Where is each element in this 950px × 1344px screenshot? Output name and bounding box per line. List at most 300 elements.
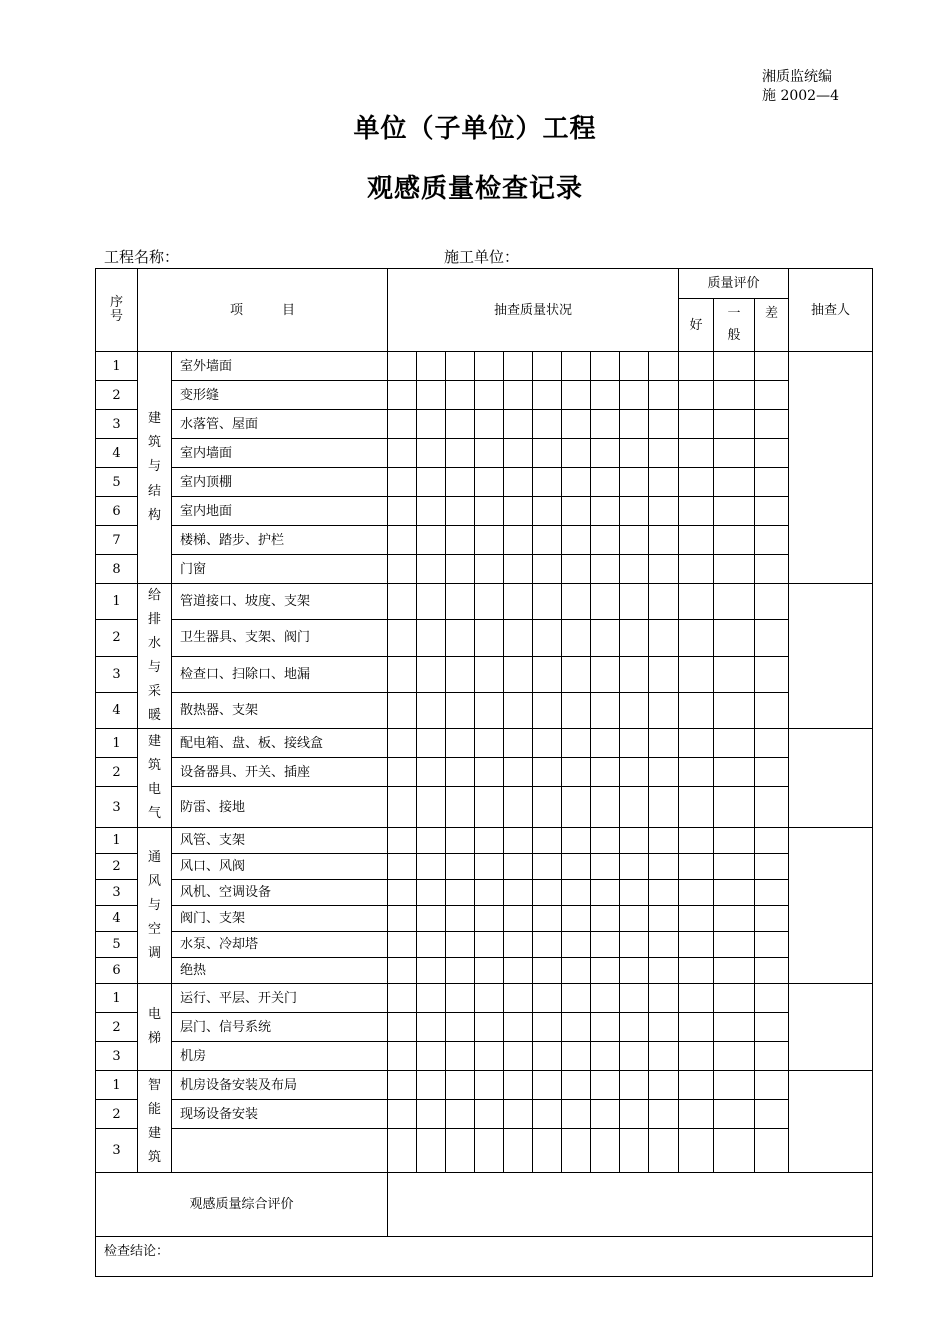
rating-poor-cell[interactable]	[755, 692, 789, 728]
status-check-cell[interactable]	[562, 1071, 591, 1100]
rating-poor-cell[interactable]	[755, 984, 789, 1013]
status-check-cell[interactable]	[475, 880, 504, 906]
status-check-cell[interactable]	[504, 381, 533, 410]
inspector-cell[interactable]	[789, 1071, 873, 1173]
status-check-cell[interactable]	[446, 880, 475, 906]
status-check-cell[interactable]	[446, 932, 475, 958]
status-check-cell[interactable]	[562, 497, 591, 526]
rating-poor-cell[interactable]	[755, 526, 789, 555]
status-check-cell[interactable]	[562, 906, 591, 932]
status-check-cell[interactable]	[649, 984, 679, 1013]
status-check-cell[interactable]	[649, 620, 679, 656]
rating-average-cell[interactable]	[714, 620, 755, 656]
status-check-cell[interactable]	[591, 620, 620, 656]
rating-poor-cell[interactable]	[755, 1013, 789, 1042]
status-check-cell[interactable]	[562, 758, 591, 787]
status-check-cell[interactable]	[591, 439, 620, 468]
status-check-cell[interactable]	[417, 1042, 446, 1071]
rating-average-cell[interactable]	[714, 984, 755, 1013]
status-check-cell[interactable]	[562, 828, 591, 854]
status-check-cell[interactable]	[417, 1013, 446, 1042]
status-check-cell[interactable]	[388, 1129, 417, 1173]
status-check-cell[interactable]	[649, 1042, 679, 1071]
rating-good-cell[interactable]	[679, 381, 714, 410]
status-check-cell[interactable]	[475, 555, 504, 584]
status-check-cell[interactable]	[504, 1129, 533, 1173]
status-check-cell[interactable]	[620, 381, 649, 410]
status-check-cell[interactable]	[620, 828, 649, 854]
status-check-cell[interactable]	[591, 758, 620, 787]
status-check-cell[interactable]	[562, 410, 591, 439]
rating-average-cell[interactable]	[714, 468, 755, 497]
status-check-cell[interactable]	[562, 584, 591, 620]
status-check-cell[interactable]	[504, 958, 533, 984]
status-check-cell[interactable]	[591, 497, 620, 526]
status-check-cell[interactable]	[649, 880, 679, 906]
status-check-cell[interactable]	[475, 729, 504, 758]
status-check-cell[interactable]	[446, 958, 475, 984]
rating-average-cell[interactable]	[714, 381, 755, 410]
status-check-cell[interactable]	[446, 729, 475, 758]
status-check-cell[interactable]	[388, 439, 417, 468]
rating-average-cell[interactable]	[714, 1013, 755, 1042]
status-check-cell[interactable]	[388, 906, 417, 932]
status-check-cell[interactable]	[417, 880, 446, 906]
status-check-cell[interactable]	[649, 1013, 679, 1042]
status-check-cell[interactable]	[504, 828, 533, 854]
status-check-cell[interactable]	[533, 1071, 562, 1100]
rating-average-cell[interactable]	[714, 352, 755, 381]
rating-good-cell[interactable]	[679, 497, 714, 526]
status-check-cell[interactable]	[620, 439, 649, 468]
status-check-cell[interactable]	[591, 787, 620, 828]
rating-average-cell[interactable]	[714, 526, 755, 555]
status-check-cell[interactable]	[475, 620, 504, 656]
status-check-cell[interactable]	[475, 584, 504, 620]
rating-poor-cell[interactable]	[755, 620, 789, 656]
rating-poor-cell[interactable]	[755, 729, 789, 758]
rating-poor-cell[interactable]	[755, 497, 789, 526]
status-check-cell[interactable]	[533, 526, 562, 555]
rating-good-cell[interactable]	[679, 692, 714, 728]
status-check-cell[interactable]	[388, 497, 417, 526]
status-check-cell[interactable]	[446, 381, 475, 410]
status-check-cell[interactable]	[649, 692, 679, 728]
rating-good-cell[interactable]	[679, 758, 714, 787]
status-check-cell[interactable]	[504, 984, 533, 1013]
status-check-cell[interactable]	[504, 758, 533, 787]
status-check-cell[interactable]	[620, 656, 649, 692]
rating-good-cell[interactable]	[679, 352, 714, 381]
summary-value-cell[interactable]	[388, 1173, 873, 1237]
status-check-cell[interactable]	[475, 439, 504, 468]
rating-poor-cell[interactable]	[755, 880, 789, 906]
status-check-cell[interactable]	[388, 692, 417, 728]
status-check-cell[interactable]	[504, 526, 533, 555]
status-check-cell[interactable]	[446, 1129, 475, 1173]
rating-average-cell[interactable]	[714, 1100, 755, 1129]
inspector-cell[interactable]	[789, 352, 873, 584]
rating-good-cell[interactable]	[679, 828, 714, 854]
status-check-cell[interactable]	[475, 787, 504, 828]
status-check-cell[interactable]	[388, 787, 417, 828]
status-check-cell[interactable]	[591, 854, 620, 880]
rating-poor-cell[interactable]	[755, 439, 789, 468]
status-check-cell[interactable]	[620, 555, 649, 584]
status-check-cell[interactable]	[446, 828, 475, 854]
rating-poor-cell[interactable]	[755, 906, 789, 932]
status-check-cell[interactable]	[649, 584, 679, 620]
rating-average-cell[interactable]	[714, 958, 755, 984]
status-check-cell[interactable]	[446, 984, 475, 1013]
status-check-cell[interactable]	[475, 656, 504, 692]
status-check-cell[interactable]	[620, 729, 649, 758]
status-check-cell[interactable]	[475, 1100, 504, 1129]
rating-good-cell[interactable]	[679, 1129, 714, 1173]
status-check-cell[interactable]	[475, 1042, 504, 1071]
rating-average-cell[interactable]	[714, 854, 755, 880]
status-check-cell[interactable]	[388, 526, 417, 555]
status-check-cell[interactable]	[504, 692, 533, 728]
status-check-cell[interactable]	[591, 352, 620, 381]
status-check-cell[interactable]	[620, 984, 649, 1013]
status-check-cell[interactable]	[562, 787, 591, 828]
status-check-cell[interactable]	[417, 656, 446, 692]
rating-average-cell[interactable]	[714, 880, 755, 906]
status-check-cell[interactable]	[446, 497, 475, 526]
status-check-cell[interactable]	[620, 1013, 649, 1042]
status-check-cell[interactable]	[562, 984, 591, 1013]
status-check-cell[interactable]	[620, 932, 649, 958]
status-check-cell[interactable]	[417, 828, 446, 854]
status-check-cell[interactable]	[533, 692, 562, 728]
rating-poor-cell[interactable]	[755, 758, 789, 787]
status-check-cell[interactable]	[649, 729, 679, 758]
status-check-cell[interactable]	[475, 468, 504, 497]
rating-poor-cell[interactable]	[755, 555, 789, 584]
inspector-cell[interactable]	[789, 828, 873, 984]
status-check-cell[interactable]	[591, 692, 620, 728]
status-check-cell[interactable]	[504, 854, 533, 880]
status-check-cell[interactable]	[388, 958, 417, 984]
status-check-cell[interactable]	[533, 932, 562, 958]
status-check-cell[interactable]	[475, 381, 504, 410]
rating-poor-cell[interactable]	[755, 352, 789, 381]
status-check-cell[interactable]	[446, 410, 475, 439]
status-check-cell[interactable]	[388, 828, 417, 854]
status-check-cell[interactable]	[417, 758, 446, 787]
status-check-cell[interactable]	[446, 787, 475, 828]
status-check-cell[interactable]	[649, 468, 679, 497]
status-check-cell[interactable]	[591, 906, 620, 932]
status-check-cell[interactable]	[417, 1129, 446, 1173]
status-check-cell[interactable]	[504, 620, 533, 656]
status-check-cell[interactable]	[533, 828, 562, 854]
status-check-cell[interactable]	[591, 555, 620, 584]
status-check-cell[interactable]	[649, 1129, 679, 1173]
status-check-cell[interactable]	[388, 555, 417, 584]
status-check-cell[interactable]	[562, 729, 591, 758]
status-check-cell[interactable]	[417, 439, 446, 468]
rating-average-cell[interactable]	[714, 758, 755, 787]
rating-average-cell[interactable]	[714, 439, 755, 468]
rating-average-cell[interactable]	[714, 729, 755, 758]
inspector-cell[interactable]	[789, 984, 873, 1071]
rating-poor-cell[interactable]	[755, 958, 789, 984]
rating-average-cell[interactable]	[714, 555, 755, 584]
rating-good-cell[interactable]	[679, 555, 714, 584]
status-check-cell[interactable]	[562, 1129, 591, 1173]
status-check-cell[interactable]	[417, 692, 446, 728]
status-check-cell[interactable]	[446, 1013, 475, 1042]
status-check-cell[interactable]	[504, 584, 533, 620]
status-check-cell[interactable]	[388, 656, 417, 692]
status-check-cell[interactable]	[562, 381, 591, 410]
rating-poor-cell[interactable]	[755, 1071, 789, 1100]
status-check-cell[interactable]	[533, 906, 562, 932]
status-check-cell[interactable]	[649, 906, 679, 932]
status-check-cell[interactable]	[388, 468, 417, 497]
rating-poor-cell[interactable]	[755, 1100, 789, 1129]
status-check-cell[interactable]	[475, 1129, 504, 1173]
rating-poor-cell[interactable]	[755, 932, 789, 958]
status-check-cell[interactable]	[562, 880, 591, 906]
status-check-cell[interactable]	[620, 526, 649, 555]
status-check-cell[interactable]	[475, 410, 504, 439]
status-check-cell[interactable]	[388, 729, 417, 758]
status-check-cell[interactable]	[562, 526, 591, 555]
status-check-cell[interactable]	[562, 1042, 591, 1071]
rating-average-cell[interactable]	[714, 1129, 755, 1173]
status-check-cell[interactable]	[649, 381, 679, 410]
status-check-cell[interactable]	[388, 1071, 417, 1100]
status-check-cell[interactable]	[417, 584, 446, 620]
rating-good-cell[interactable]	[679, 656, 714, 692]
status-check-cell[interactable]	[504, 1013, 533, 1042]
rating-good-cell[interactable]	[679, 468, 714, 497]
status-check-cell[interactable]	[533, 729, 562, 758]
status-check-cell[interactable]	[475, 352, 504, 381]
status-check-cell[interactable]	[504, 932, 533, 958]
rating-good-cell[interactable]	[679, 439, 714, 468]
rating-average-cell[interactable]	[714, 1042, 755, 1071]
status-check-cell[interactable]	[562, 656, 591, 692]
status-check-cell[interactable]	[417, 984, 446, 1013]
status-check-cell[interactable]	[475, 692, 504, 728]
status-check-cell[interactable]	[649, 958, 679, 984]
status-check-cell[interactable]	[475, 828, 504, 854]
status-check-cell[interactable]	[620, 958, 649, 984]
status-check-cell[interactable]	[533, 468, 562, 497]
rating-average-cell[interactable]	[714, 828, 755, 854]
status-check-cell[interactable]	[417, 787, 446, 828]
status-check-cell[interactable]	[504, 555, 533, 584]
rating-average-cell[interactable]	[714, 584, 755, 620]
status-check-cell[interactable]	[649, 656, 679, 692]
status-check-cell[interactable]	[446, 758, 475, 787]
status-check-cell[interactable]	[475, 854, 504, 880]
status-check-cell[interactable]	[504, 497, 533, 526]
status-check-cell[interactable]	[562, 352, 591, 381]
status-check-cell[interactable]	[504, 787, 533, 828]
status-check-cell[interactable]	[417, 958, 446, 984]
status-check-cell[interactable]	[446, 439, 475, 468]
status-check-cell[interactable]	[620, 1129, 649, 1173]
rating-average-cell[interactable]	[714, 497, 755, 526]
status-check-cell[interactable]	[446, 854, 475, 880]
status-check-cell[interactable]	[591, 1100, 620, 1129]
status-check-cell[interactable]	[649, 497, 679, 526]
status-check-cell[interactable]	[446, 656, 475, 692]
status-check-cell[interactable]	[533, 1129, 562, 1173]
status-check-cell[interactable]	[533, 497, 562, 526]
status-check-cell[interactable]	[620, 352, 649, 381]
status-check-cell[interactable]	[475, 984, 504, 1013]
rating-poor-cell[interactable]	[755, 381, 789, 410]
status-check-cell[interactable]	[591, 468, 620, 497]
status-check-cell[interactable]	[649, 439, 679, 468]
status-check-cell[interactable]	[388, 854, 417, 880]
status-check-cell[interactable]	[591, 932, 620, 958]
status-check-cell[interactable]	[533, 787, 562, 828]
status-check-cell[interactable]	[649, 1100, 679, 1129]
status-check-cell[interactable]	[504, 1100, 533, 1129]
status-check-cell[interactable]	[417, 1071, 446, 1100]
status-check-cell[interactable]	[649, 1071, 679, 1100]
status-check-cell[interactable]	[388, 381, 417, 410]
status-check-cell[interactable]	[591, 880, 620, 906]
status-check-cell[interactable]	[446, 1100, 475, 1129]
status-check-cell[interactable]	[649, 352, 679, 381]
status-check-cell[interactable]	[591, 984, 620, 1013]
status-check-cell[interactable]	[388, 932, 417, 958]
status-check-cell[interactable]	[417, 854, 446, 880]
status-check-cell[interactable]	[649, 854, 679, 880]
status-check-cell[interactable]	[620, 620, 649, 656]
status-check-cell[interactable]	[475, 1013, 504, 1042]
status-check-cell[interactable]	[388, 880, 417, 906]
status-check-cell[interactable]	[591, 526, 620, 555]
status-check-cell[interactable]	[533, 1100, 562, 1129]
status-check-cell[interactable]	[446, 1071, 475, 1100]
status-check-cell[interactable]	[504, 1071, 533, 1100]
rating-good-cell[interactable]	[679, 620, 714, 656]
status-check-cell[interactable]	[475, 758, 504, 787]
status-check-cell[interactable]	[417, 555, 446, 584]
status-check-cell[interactable]	[388, 410, 417, 439]
status-check-cell[interactable]	[475, 906, 504, 932]
status-check-cell[interactable]	[620, 692, 649, 728]
status-check-cell[interactable]	[533, 656, 562, 692]
status-check-cell[interactable]	[475, 932, 504, 958]
status-check-cell[interactable]	[620, 880, 649, 906]
rating-good-cell[interactable]	[679, 1042, 714, 1071]
status-check-cell[interactable]	[620, 906, 649, 932]
status-check-cell[interactable]	[533, 958, 562, 984]
status-check-cell[interactable]	[417, 468, 446, 497]
rating-poor-cell[interactable]	[755, 410, 789, 439]
status-check-cell[interactable]	[591, 1071, 620, 1100]
status-check-cell[interactable]	[446, 620, 475, 656]
status-check-cell[interactable]	[562, 854, 591, 880]
status-check-cell[interactable]	[417, 381, 446, 410]
status-check-cell[interactable]	[533, 758, 562, 787]
status-check-cell[interactable]	[446, 584, 475, 620]
status-check-cell[interactable]	[591, 958, 620, 984]
status-check-cell[interactable]	[620, 584, 649, 620]
status-check-cell[interactable]	[620, 854, 649, 880]
rating-good-cell[interactable]	[679, 958, 714, 984]
status-check-cell[interactable]	[533, 439, 562, 468]
status-check-cell[interactable]	[591, 1042, 620, 1071]
status-check-cell[interactable]	[649, 526, 679, 555]
status-check-cell[interactable]	[446, 468, 475, 497]
status-check-cell[interactable]	[533, 352, 562, 381]
rating-average-cell[interactable]	[714, 692, 755, 728]
status-check-cell[interactable]	[388, 1013, 417, 1042]
status-check-cell[interactable]	[562, 958, 591, 984]
status-check-cell[interactable]	[388, 584, 417, 620]
status-check-cell[interactable]	[649, 555, 679, 584]
rating-average-cell[interactable]	[714, 656, 755, 692]
status-check-cell[interactable]	[446, 1042, 475, 1071]
rating-good-cell[interactable]	[679, 787, 714, 828]
rating-poor-cell[interactable]	[755, 854, 789, 880]
status-check-cell[interactable]	[446, 692, 475, 728]
rating-good-cell[interactable]	[679, 880, 714, 906]
rating-good-cell[interactable]	[679, 854, 714, 880]
status-check-cell[interactable]	[388, 352, 417, 381]
status-check-cell[interactable]	[591, 1129, 620, 1173]
status-check-cell[interactable]	[533, 381, 562, 410]
rating-poor-cell[interactable]	[755, 787, 789, 828]
status-check-cell[interactable]	[562, 692, 591, 728]
status-check-cell[interactable]	[591, 1013, 620, 1042]
inspector-cell[interactable]	[789, 584, 873, 729]
status-check-cell[interactable]	[533, 555, 562, 584]
status-check-cell[interactable]	[649, 787, 679, 828]
status-check-cell[interactable]	[562, 620, 591, 656]
status-check-cell[interactable]	[417, 410, 446, 439]
rating-average-cell[interactable]	[714, 787, 755, 828]
rating-good-cell[interactable]	[679, 410, 714, 439]
rating-good-cell[interactable]	[679, 526, 714, 555]
status-check-cell[interactable]	[562, 1013, 591, 1042]
status-check-cell[interactable]	[504, 880, 533, 906]
status-check-cell[interactable]	[388, 620, 417, 656]
status-check-cell[interactable]	[417, 526, 446, 555]
status-check-cell[interactable]	[620, 497, 649, 526]
status-check-cell[interactable]	[475, 1071, 504, 1100]
status-check-cell[interactable]	[649, 410, 679, 439]
status-check-cell[interactable]	[591, 381, 620, 410]
rating-good-cell[interactable]	[679, 1100, 714, 1129]
status-check-cell[interactable]	[533, 584, 562, 620]
rating-good-cell[interactable]	[679, 932, 714, 958]
status-check-cell[interactable]	[620, 758, 649, 787]
rating-poor-cell[interactable]	[755, 584, 789, 620]
status-check-cell[interactable]	[533, 880, 562, 906]
rating-good-cell[interactable]	[679, 906, 714, 932]
status-check-cell[interactable]	[562, 439, 591, 468]
rating-good-cell[interactable]	[679, 984, 714, 1013]
status-check-cell[interactable]	[533, 1042, 562, 1071]
status-check-cell[interactable]	[446, 352, 475, 381]
rating-good-cell[interactable]	[679, 1013, 714, 1042]
status-check-cell[interactable]	[388, 758, 417, 787]
status-check-cell[interactable]	[475, 497, 504, 526]
rating-poor-cell[interactable]	[755, 656, 789, 692]
